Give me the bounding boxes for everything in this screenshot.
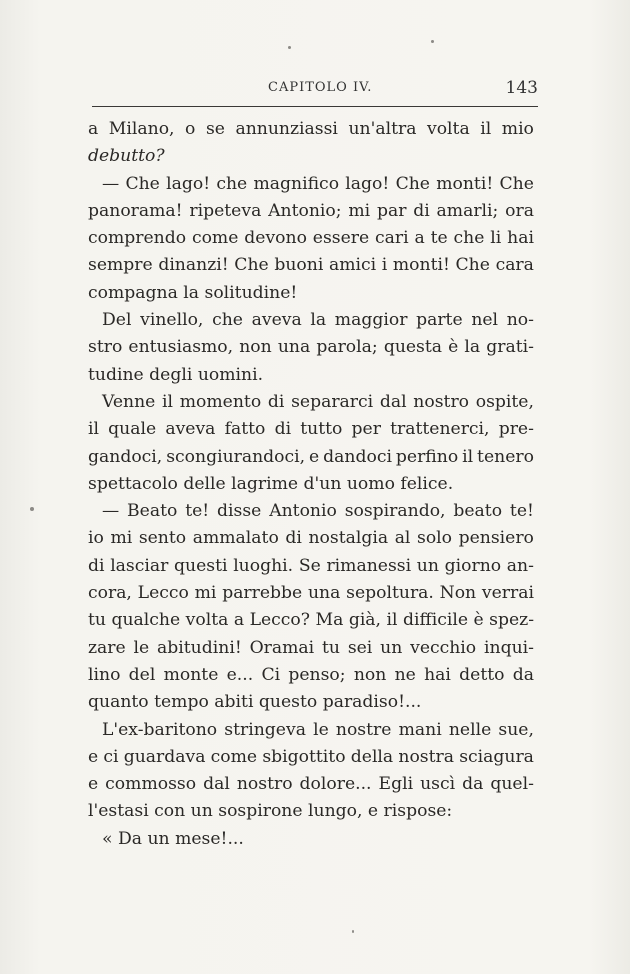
running-head: CAPITOLO IV. — [268, 80, 373, 95]
text-line: stro entusiasmo, non una parola; questa è la grati- — [88, 337, 534, 358]
text-line: di lasciar questi luoghi. Se rimanessi un giorno an- — [88, 555, 534, 576]
ink-speck — [288, 46, 291, 49]
text-line: tudine degli uomini. — [88, 364, 264, 385]
text-line: spettacolo delle lagrime d'un uomo felice. — [88, 473, 454, 494]
text-line: comprendo come devono essere cari a te che li hai — [88, 228, 534, 249]
text-line: a Milano, o se annunziassi un'altra volta il mio — [88, 119, 534, 139]
header-rule — [92, 106, 538, 107]
text-line: « Da un mese!... — [102, 828, 244, 849]
text-line: compagna la solitudine! — [88, 282, 298, 303]
text-line: e commosso dal nostro dolore... Egli uscì da quel- — [88, 774, 534, 795]
ink-speck — [352, 930, 354, 933]
text-line: panorama! ripeteva Antonio; mi par di amarli; ora — [88, 200, 534, 221]
text-line: quanto tempo abiti questo paradiso!... — [88, 692, 422, 713]
body-text — [88, 116, 534, 853]
page-number: 143 — [505, 78, 538, 98]
text-line: — Beato te! disse Antonio sospirando, beato te! — [102, 501, 534, 522]
text-line: zare le abitudini! Oramai tu sei un vecchio inqui- — [88, 637, 534, 658]
text-line: cora, Lecco mi parrebbe una sepoltura. Non verrai — [88, 583, 534, 604]
text-line: sempre dinanzi! Che buoni amici i monti! Che cara — [88, 255, 534, 276]
text-line: Venne il momento di separarci dal nostro ospite, — [102, 391, 534, 412]
text-line: io mi sento ammalato di nostalgia al solo pensiero — [88, 528, 534, 549]
text-line: — Che lago! che magnifico lago! Che monti! Che — [102, 173, 534, 194]
text-line: l'estasi con un sospirone lungo, e rispose: — [88, 801, 453, 822]
text-line: lino del monte e... Ci penso; non ne hai detto da — [88, 664, 534, 685]
text-line: gandoci, scongiurandoci, e dandoci perfino il tenero — [88, 446, 534, 467]
text-line: debutto? — [88, 146, 165, 167]
text-line: Del vinello, che aveva la maggior parte nel no- — [102, 310, 534, 331]
text-line: L'ex-baritono stringeva le nostre mani nelle sue, — [102, 719, 534, 740]
text-line: il quale aveva fatto di tutto per trattenerci, pre- — [88, 419, 534, 440]
text-line: e ci guardava come sbigottito della nostra sciagura — [88, 746, 534, 767]
ink-speck — [30, 507, 34, 511]
text-line: tu qualche volta a Lecco? Ma già, il difficile è spez- — [88, 610, 534, 631]
page-header — [92, 78, 538, 102]
ink-speck — [431, 40, 434, 43]
